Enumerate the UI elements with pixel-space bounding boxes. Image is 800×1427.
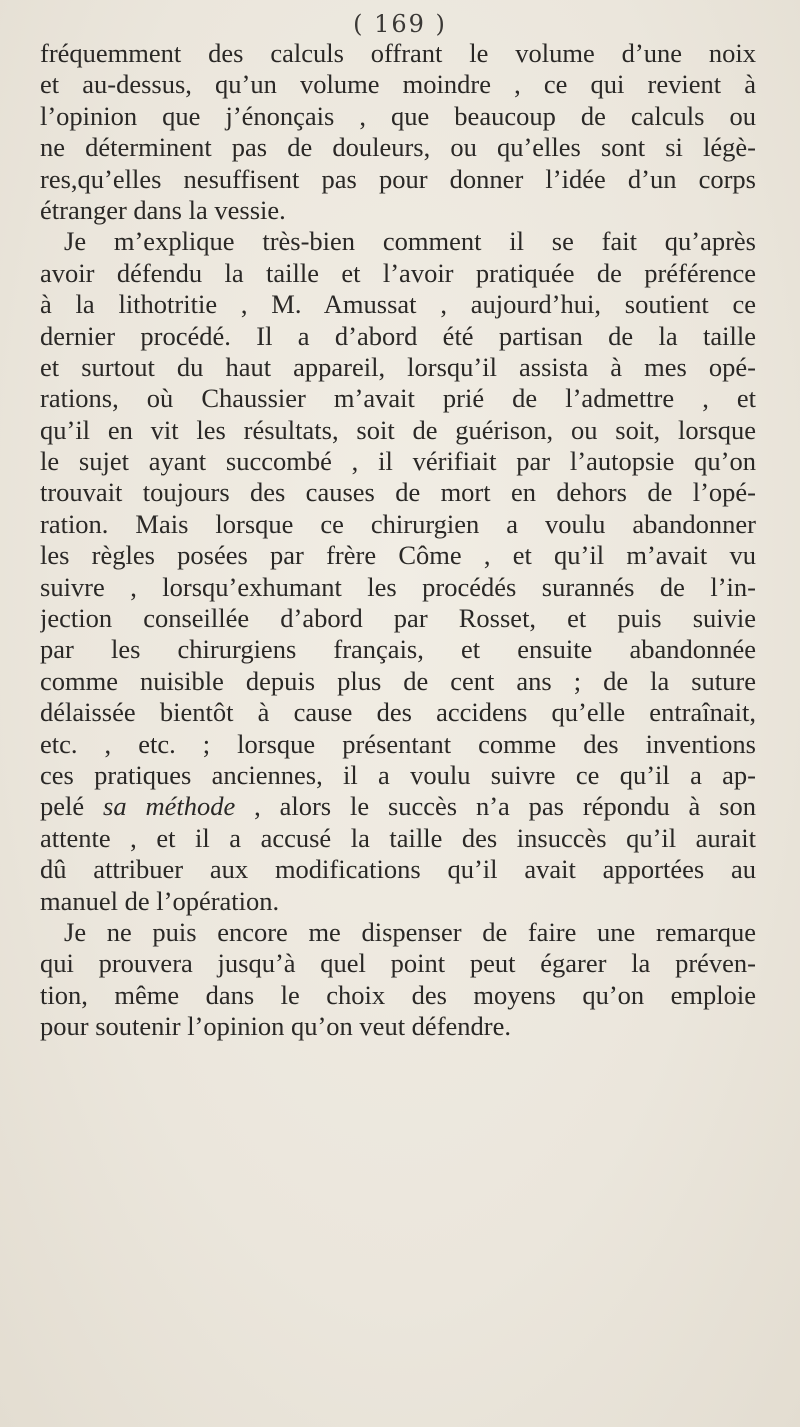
text-line: ration. Mais lorsque ce chirurgien a voulu abandonner [40, 508, 756, 539]
text-line: suivre , lorsqu’exhumant les procédés surannés de l’in- [40, 571, 756, 602]
text-line: à la lithotritie , M. Amussat , aujourd’hui, soutient ce [40, 289, 756, 320]
text-line: dernier procédé. Il a d’abord été partisan de la taille [40, 320, 756, 351]
body-text [40, 38, 756, 1043]
text-line: tion, même dans le choix des moyens qu’on emploie [40, 979, 756, 1010]
text-line: Je ne puis encore me dispenser de faire une remarque [64, 916, 756, 947]
text-line: qui prouvera jusqu’à quel point peut égarer la préven- [40, 948, 756, 979]
text-line: trouvait toujours des causes de mort en dehors de l’opé- [40, 477, 756, 508]
italic-phrase: sa méthode [103, 791, 236, 822]
paragraph-1 [40, 38, 756, 226]
text-line: qu’il en vit les résultats, soit de guérison, ou soit, lorsque [40, 414, 756, 445]
text-line: étranger dans la vessie. [40, 194, 286, 225]
text-line: et au-dessus, qu’un volume moindre , ce qui revient à [40, 69, 756, 100]
text-line: pour soutenir l’opinion qu’on veut défendre. [40, 1011, 511, 1042]
page-number: ( 169 ) [353, 10, 447, 38]
text-line: ne déterminent pas de douleurs, ou qu’elles sont si légè- [40, 132, 756, 163]
text-line: avoir défendu la taille et l’avoir pratiquée de préférence [40, 257, 756, 288]
text-line: ces pratiques anciennes, il a voulu suivre ce qu’il a ap- [40, 759, 756, 790]
text-line: comme nuisible depuis plus de cent ans ; de la suture [40, 665, 756, 696]
text-line: jection conseillée d’abord par Rosset, et puis suivie [40, 603, 756, 634]
paragraph-2 [40, 226, 756, 917]
text-line: etc. , etc. ; lorsque présentant comme des inventions [40, 728, 756, 759]
text-line: Je m’explique très-bien comment il se fait qu’après [64, 226, 756, 257]
text-line: dû attribuer aux modifications qu’il avait apportées au [40, 854, 756, 885]
text-line: pelé sa méthode , alors le succès n’a pas répondu à son [40, 791, 756, 822]
text-line: le sujet ayant succombé , il vérifiait par l’autopsie qu’on [40, 446, 756, 477]
text-line: rations, où Chaussier m’avait prié de l’admettre , et [40, 383, 756, 414]
text-line: fréquemment des calculs offrant le volume d’une noix [40, 38, 756, 68]
text-line: l’opinion que j’énonçais , que beaucoup de calculs ou [40, 100, 756, 131]
text-line: res,qu’elles nesuffisent pas pour donner l’idée d’un corps [40, 163, 756, 194]
text-line: délaissée bientôt à cause des accidens qu’elle entraînait, [40, 697, 756, 728]
text-line: les règles posées par frère Côme , et qu’il m’avait vu [40, 540, 756, 571]
paragraph-3 [40, 917, 756, 1043]
text-line: attente , et il a accusé la taille des insuccès qu’il aurait [40, 822, 756, 853]
text-line: manuel de l’opération. [40, 885, 280, 916]
text-line: et surtout du haut appareil, lorsqu’il assista à mes opé- [40, 351, 756, 382]
text-line: par les chirurgiens français, et ensuite abandonnée [40, 634, 756, 665]
